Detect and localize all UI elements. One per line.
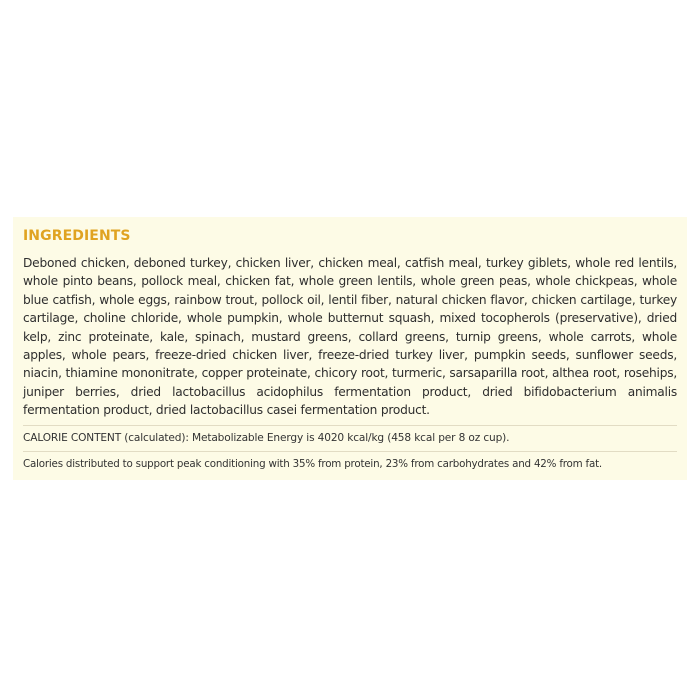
ingredients-heading: INGREDIENTS bbox=[23, 228, 131, 244]
ingredients-panel bbox=[13, 217, 687, 480]
calorie-distribution: Calories distributed to support peak conditioning with 35% from protein, 23% from carbohydrates and 42% from fat. bbox=[23, 457, 602, 470]
divider bbox=[23, 451, 677, 452]
ingredients-list: Deboned chicken, deboned turkey, chicken liver, chicken meal, catfish meal, turkey giblets, whole red lentils, whole pinto beans, pollock meal, chicken fat, whole green lentils, whole green peas, whole chickpeas, whole blue catfish, whole eggs, rainbow trout, pollock oil, lentil fiber, natural chicken flavor, chicken cartilage, turkey cartilage, choline chloride, whole pumpkin, whole butternut squash, mixed tocopherols (preservative), dried kelp, zinc proteinate, kale, spinach, mustard greens, collard greens, turnip greens, whole carrots, whole apples, whole pears, freeze-dried chicken liver, freeze-dried turkey liver, pumpkin seeds, sunflower seeds, niacin, thiamine mononitrate, copper proteinate, chicory root, turmeric, sarsaparilla root, althea root, rosehips, juniper berries, dried lactobacillus acidophilus fermentation product, dried bifidobacterium animalis fermentation product, dried lactobacillus casei fermentation product. bbox=[23, 256, 677, 418]
calorie-content: CALORIE CONTENT (calculated): Metabolizable Energy is 4020 kcal/kg (458 kcal per 8 oz cup). bbox=[23, 431, 510, 444]
divider bbox=[23, 425, 677, 426]
